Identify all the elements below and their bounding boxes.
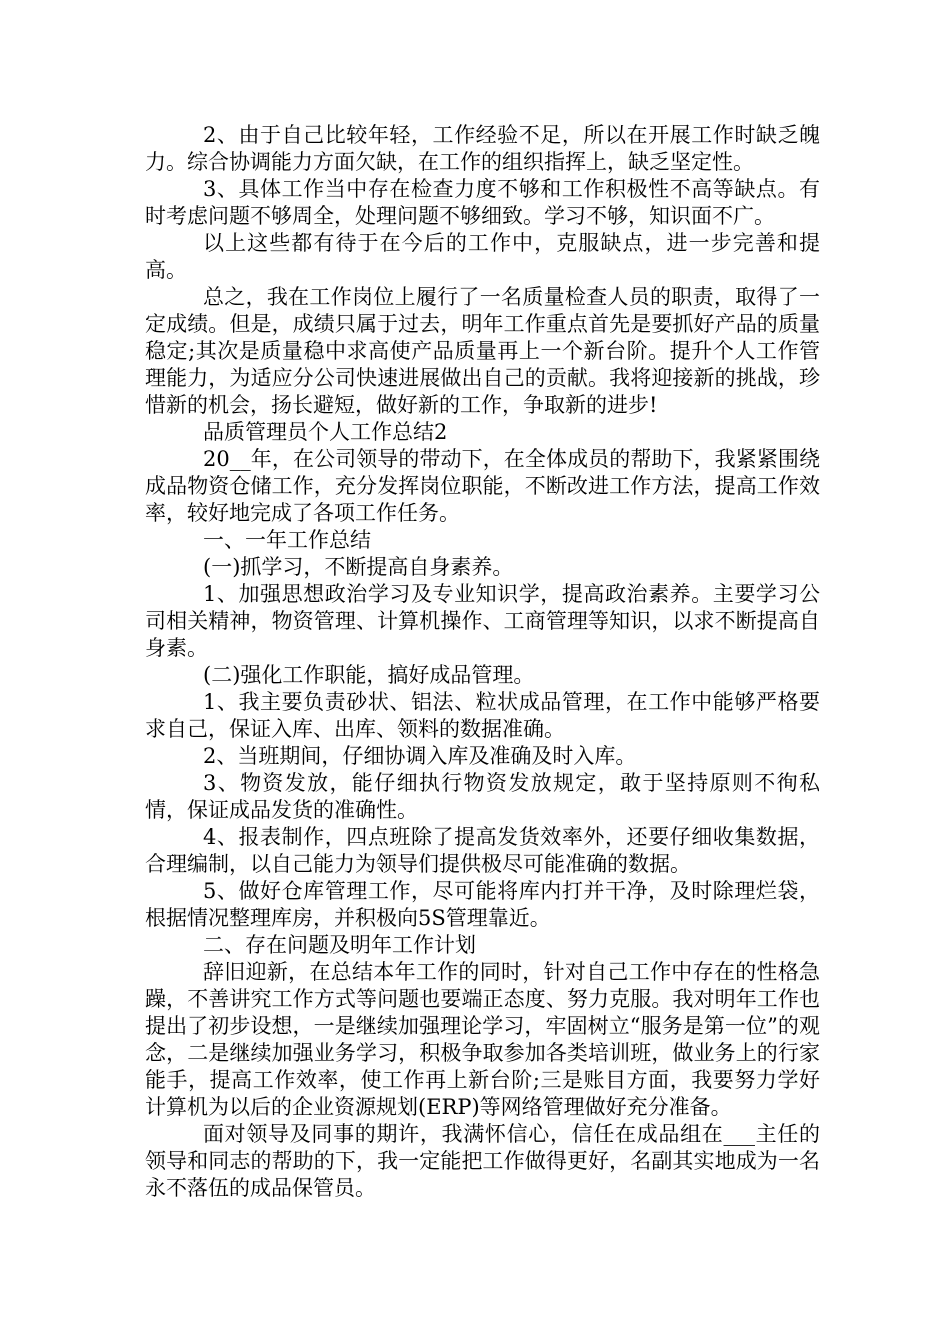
paragraph-management-5: 5、做好仓库管理工作，尽可能将库内打并干净，及时除理烂袋，根据情况整理库房，并积极向5S管理靠近。 — [145, 879, 820, 930]
paragraph-improvement: 以上这些都有待于在今后的工作中，克服缺点，进一步完善和提高。 — [145, 231, 820, 282]
paragraph-shortcoming-3: 3、具体工作当中存在检查力度不够和工作积极性不高等缺点。有时考虑问题不够周全，处理问题不够细致。学习不够，知识面不广。 — [145, 177, 820, 228]
paragraph-shortcoming-2: 2、由于自己比较年轻，工作经验不足，所以在开展工作时缺乏魄力。综合协调能力方面欠缺，在工作的组织指挥上，缺乏坚定性。 — [145, 123, 820, 174]
paragraph-closing: 面对领导及同事的期许，我满怀信心，信任在成品组在___主任的领导和同志的帮助的下，我一定能把工作做得更好，名副其实地成为一名永不落伍的成品保管员。 — [145, 1122, 820, 1200]
paragraph-study-1: 1、加强思想政治学习及专业知识学，提高政治素养。主要学习公司相关精神，物资管理、计算机操作、工商管理等知识，以求不断提高自身素。 — [145, 582, 820, 660]
paragraph-intro: 20__年，在公司领导的带动下，在全体成员的帮助下，我紧紧围绕成品物资仓储工作，充分发挥岗位职能，不断改进工作方法，提高工作效率，较好地完成了各项工作任务。 — [145, 447, 820, 525]
heading-annual-summary: 一、一年工作总结 — [203, 528, 371, 552]
paragraph-conclusion: 总之，我在工作岗位上履行了一名质量检查人员的职责，取得了一定成绩。但是，成绩只属于过去，明年工作重点首先是要抓好产品的质量稳定;其次是质量稳中求高使产品质量再上一个新台阶。提升个人工作管理能力，为适应分公司快速进展做出自己的贡献。我将迎接新的挑战，珍惜新的机会，扬长避短，做好新的工作，争取新的进步! — [145, 285, 820, 417]
paragraph-management-1: 1、我主要负责砂状、铝法、粒状成品管理，在工作中能够严格要求自己，保证入库、出库、领料的数据准确。 — [145, 690, 820, 741]
paragraph-management-3: 3、物资发放，能仔细执行物资发放规定，敢于坚持原则不徇私情，保证成品发货的准确性。 — [145, 771, 820, 822]
section-title-summary-2: 品质管理员个人工作总结2 — [203, 420, 448, 444]
subheading-study: (一)抓学习，不断提高自身素养。 — [203, 555, 514, 579]
subheading-management: (二)强化工作职能，搞好成品管理。 — [203, 663, 535, 687]
heading-problems-plan: 二、存在问题及明年工作计划 — [203, 933, 476, 957]
paragraph-management-2: 2、当班期间，仔细协调入库及准确及时入库。 — [203, 744, 637, 768]
document-body — [145, 122, 820, 1202]
paragraph-management-4: 4、报表制作，四点班除了提高发货效率外，还要仔细收集数据，合理编制，以自己能力为领导们提供极尽可能准确的数据。 — [145, 825, 820, 876]
paragraph-plan: 辞旧迎新，在总结本年工作的同时，针对自己工作中存在的性格急躁，不善讲究工作方式等问题也要端正态度、努力克服。我对明年工作也提出了初步设想，一是继续加强理论学习，牢固树立“服务是第一位”的观念，二是继续加强业务学习，积极争取参加各类培训班，做业务上的行家能手，提高工作效率，使工作再上新台阶;三是账目方面，我要努力学好计算机为以后的企业资源规划(ERP)等网络管理做好充分准备。 — [145, 960, 820, 1119]
